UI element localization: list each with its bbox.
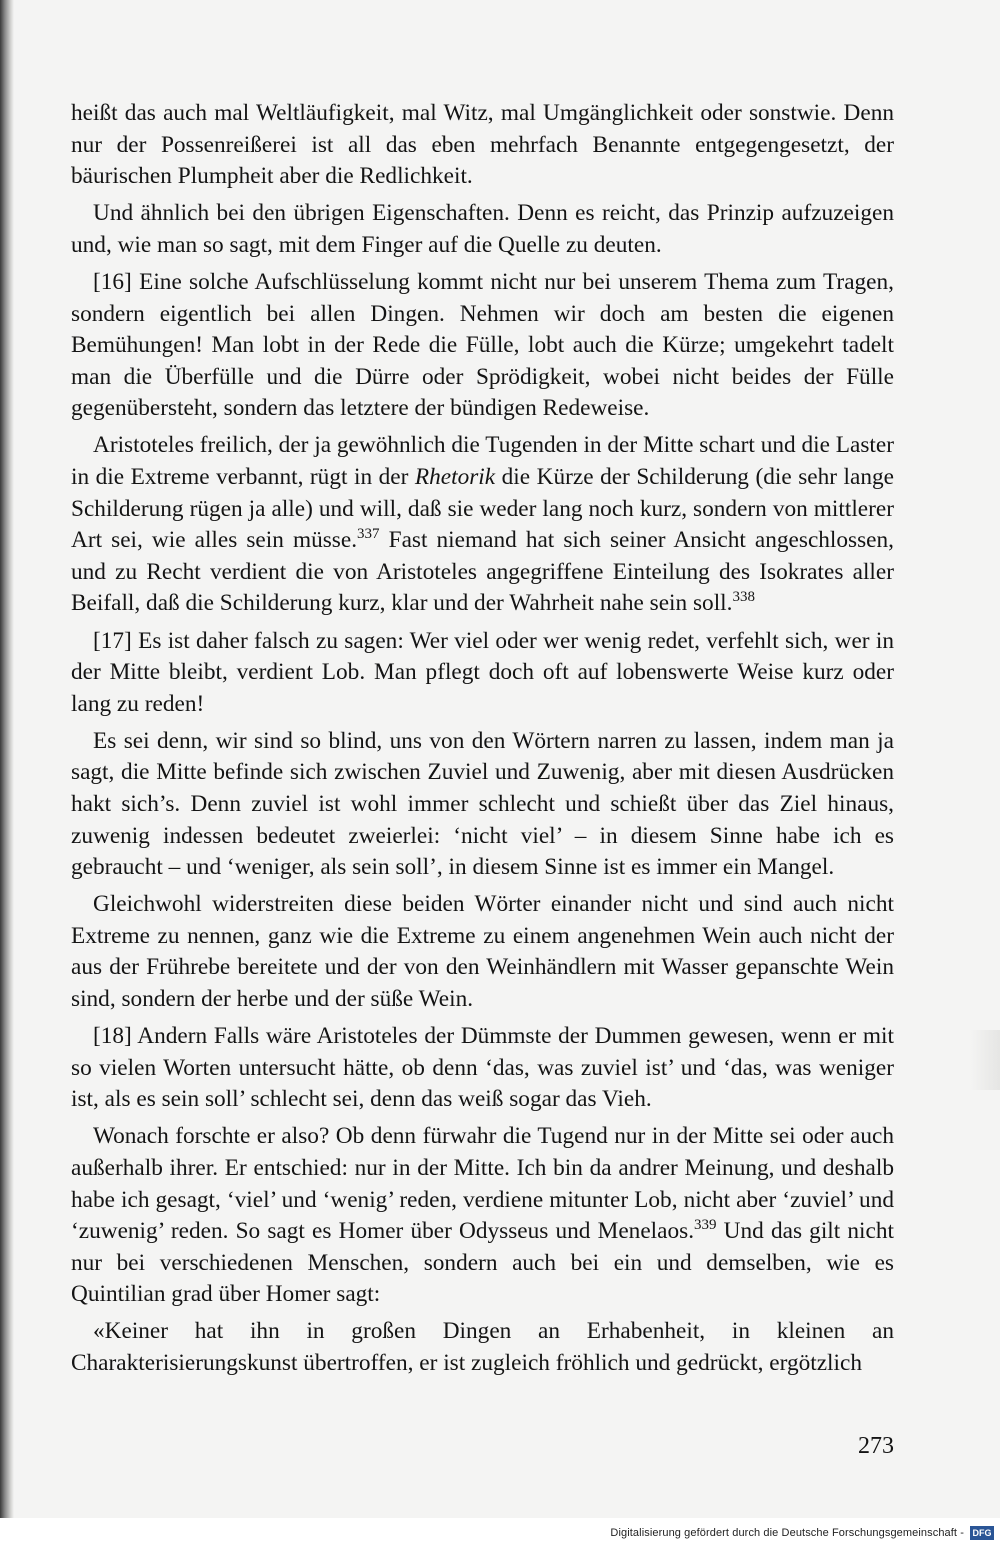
footnote-ref-338: 338 — [732, 589, 755, 606]
paragraph-4 — [71, 430, 894, 620]
paragraph-4-part-2: die Kürze der Schilderung (die sehr lange Schilderung rügen ja alle) und will, daß sie weder lang noch kurz, sondern von mittlerer Art sei, wie alles sein müsse. — [71, 464, 894, 554]
footnote-ref-339: 339 — [694, 1217, 717, 1234]
paragraph-10: «Keiner hat ihn in großen Dingen an Erhabenheit, in kleinen an Charakterisierungskunst übertroffen, er ist zugleich fröhlich und gedrückt, ergötzlich — [71, 1318, 894, 1377]
paragraph-1: heißt das auch mal Weltläufigkeit, mal Witz, mal Umgänglichkeit oder sonstwie. Denn nur der Possenreißerei ist all das eben mehrfach Benannte entgegengesetzt, der bäurischen Plumpheit aber die Redlichkeit. — [71, 100, 894, 190]
dfg-logo-icon: DFG — [970, 1526, 994, 1540]
funding-credit: Digitalisierung gefördert durch die Deutsche Forschungsgemeinschaft - — [610, 1527, 964, 1539]
paragraph-6: Es sei denn, wir sind so blind, uns von den Wörtern narren zu lassen, indem man ja sagt, die Mitte befinde sich zwischen Zuviel und Zuwenig, aber mit diesen Ausdrücken hakt sich’s. Denn zuviel ist wohl immer schlecht und schießt über das Ziel hinaus, zuwenig indessen bedeutet zweierlei: ‘nicht viel’ – in diesem Sinne habe ich es gebraucht – und ‘weniger, als sein soll’, in diesem Sinne ist es immer ein Mangel. — [71, 727, 894, 881]
paragraph-9 — [71, 1121, 894, 1311]
page-number: 273 — [858, 1433, 894, 1459]
digitization-footer — [0, 1518, 1000, 1549]
paragraph-5: [17] Es ist daher falsch zu sagen: Wer viel oder wer wenig redet, verfehlt sich, wer in der Mitte bleibt, verdient Lob. Man pflegt doch oft auf lobenswerte Weise kurz oder lang zu reden! — [71, 627, 894, 717]
book-title-rhetorik: Rhetorik — [414, 464, 496, 491]
paragraph-3: [16] Eine solche Aufschlüsselung kommt nicht nur bei unserem Thema zum Tragen, sondern eigentlich bei allen Dingen. Nehmen wir doch am besten die eigenen Bemühungen! Man lobt in der Rede die Fülle, lobt auch die Kürze; umgekehrt tadelt man die Überfülle und die Dürre oder Sprödigkeit, wobei nicht beides der Fülle gegenübersteht, sondern das letztere der bündigen Redeweise. — [71, 268, 894, 422]
paragraph-4-part-1: Aristoteles freilich, der ja gewöhnlich die Tugenden in der Mitte schart und die Laster in die Extreme verbannt, rügt in der — [71, 432, 894, 491]
paragraph-4-part-3: Fast niemand hat sich seiner Ansicht angeschlossen, und zu Recht verdient die von Aristoteles angegriffene Einteilung des Isokrates aller Beifall, daß die Schilderung kurz, klar und der Wahrheit nahe sein soll. — [71, 527, 894, 617]
paragraph-8: [18] Andern Falls wäre Aristoteles der Dümmste der Dummen gewesen, wenn er mit so vielen Worten untersucht hätte, ob denn ‘das, was zuviel ist’ und ‘das, was weniger ist, als es sein soll’ schlecht sei, denn das weiß sogar das Vieh. — [71, 1023, 894, 1113]
body-text — [71, 98, 894, 1385]
paragraph-9-part-1: Wonach forschte er also? Ob denn fürwahr die Tugend nur in der Mitte sei oder auch außerhalb ihrer. Er entschied: nur in der Mitte. Ich bin da andrer Meinung, und deshalb habe ich gesagt, ‘viel’ und ‘wenig’ reden, verdiene mitunter Lob, nicht aber ‘zuviel’ und ‘zuwenig’ reden. So sagt es Homer über Odysseus und Menelaos. — [71, 1123, 894, 1245]
paragraph-9-part-2: Und das gilt nicht nur bei verschiedenen Menschen, sondern auch bei ein und demselben, wie es Quintilian grad über Homer sagt: — [71, 1218, 894, 1308]
page-edge-shadow — [970, 1030, 1000, 1090]
paragraph-2: Und ähnlich bei den übrigen Eigenschaften. Denn es reicht, das Prinzip aufzuzeigen und, wie man so sagt, mit dem Finger auf die Quelle zu deuten. — [71, 200, 894, 258]
paragraph-7: Gleichwohl widerstreiten diese beiden Wörter einander nicht und sind auch nicht Extreme zu nennen, ganz wie die Extreme zu einem angenehmen Wein auch nicht der aus der Frührebe bereitete und der von den Weinhändlern mit Wasser gepanschte Wein sind, sondern der herbe und der süße Wein. — [71, 891, 894, 1013]
footnote-ref-337: 337 — [357, 526, 380, 543]
page-binding-edge — [0, 0, 14, 1518]
